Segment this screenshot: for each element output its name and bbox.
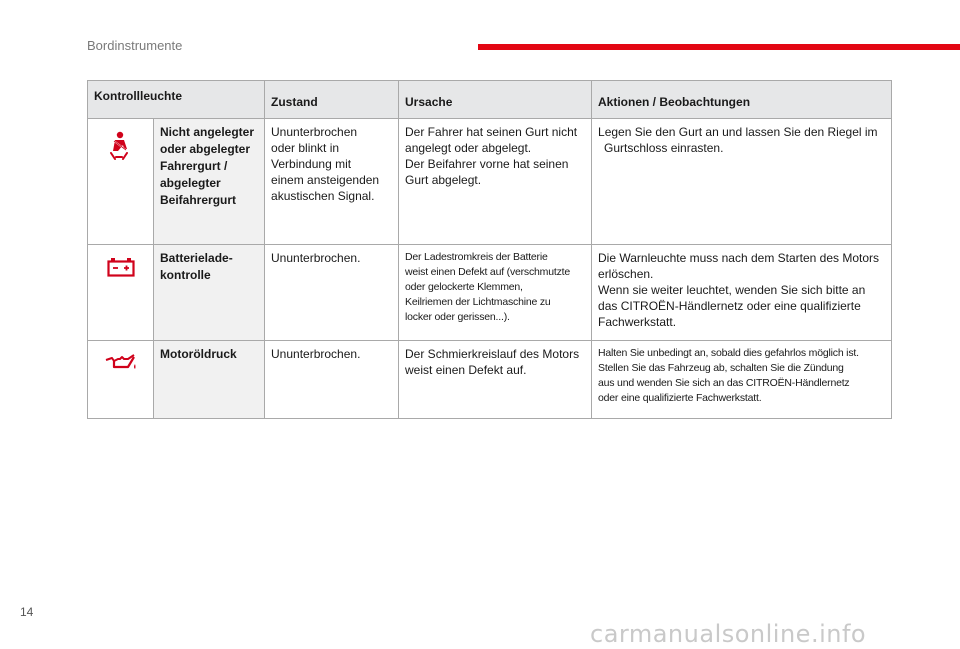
header-accent-bar [478,44,960,50]
lamp-name-oil-pressure [154,341,265,419]
text-line: Ununterbrochen. [271,251,361,265]
lamp-name-seatbelt [154,119,265,245]
watermark: carmanualsonline.info [590,620,867,648]
page-number: 14 [20,605,34,619]
warning-lamp-table [87,80,892,419]
text-line: Der Beifahrer vorne hat seinen [405,157,569,171]
text-line: Stellen Sie das Fahrzeug ab, schalten Sie die Zündung [598,362,844,374]
text-line: Der Fahrer hat seinen Gurt nicht [405,125,578,139]
text-line: erlöschen. [598,267,654,281]
header-kontrollleuchte: Kontrollleuchte [88,81,265,119]
text-line: Der Ladestromkreis der Batterie [405,251,548,263]
text-line: oder abgelegter [160,142,251,156]
section-title: Bordinstrumente [87,38,183,53]
header-ursache: Ursache [399,81,592,119]
table-row [88,245,892,341]
lamp-name-battery [154,245,265,341]
text-line: oder eine qualifizierte Fachwerkstatt. [598,392,762,404]
icon-cell [88,341,154,419]
text-line: abgelegter [160,176,221,190]
state-cell [265,119,399,245]
text-line: oder blinkt in [271,141,340,155]
text-line: Legen Sie den Gurt an und lassen Sie den Riegel im [598,125,878,139]
text-line: Verbindung mit [271,157,352,171]
text-line: Ununterbrochen [271,125,358,139]
action-cell [592,341,892,419]
text-line: Beifahrergurt [160,193,237,207]
text-line: angelegt oder abgelegt. [405,141,532,155]
state-cell [265,341,399,419]
action-cell [592,245,892,341]
text-line: Nicht angelegter [160,125,255,139]
header-aktionen: Aktionen / Beobachtungen [592,81,892,119]
text-line: Der Schmierkreislauf des Motors [405,347,580,361]
text-line: einem ansteigenden [271,173,380,187]
text-line: Motoröldruck [160,347,237,361]
state-cell [265,245,399,341]
icon-cell [88,119,154,245]
text-line: Wenn sie weiter leuchtet, wenden Sie sich bitte an [598,283,866,297]
text-line: Halten Sie unbedingt an, sobald dies gefahrlos möglich ist. [598,347,859,359]
text-line: akustischen Signal. [271,189,375,203]
text-line: Gurt abgelegt. [405,173,482,187]
text-line: das CITROËN-Händlernetz oder eine qualifizierte [598,299,861,313]
cause-cell [399,119,592,245]
cause-cell [399,341,592,419]
text-line: Die Warnleuchte muss nach dem Starten des Motors [598,251,880,265]
seatbelt-warning-icon [108,131,134,161]
text-line: aus und wenden Sie sich an das CITROËN-Händlernetz [598,377,850,389]
icon-cell [88,245,154,341]
text-line: oder gelockerte Klemmen, [405,281,523,293]
cause-cell [399,245,592,341]
text-line: weist einen Defekt auf. [405,363,527,377]
text-line: Ununterbrochen. [271,347,361,361]
table-row [88,341,892,419]
text-line: Fachwerkstatt. [598,315,677,329]
table-header-row [88,81,892,119]
battery-charge-icon [107,257,135,277]
text-line: weist einen Defekt auf (verschmutzte [405,266,570,278]
text-line: Fahrergurt / [160,159,228,173]
text-line: locker oder gerissen...). [405,311,510,323]
text-line: Keilriemen der Lichtmaschine zu [405,296,551,308]
text-line: kontrolle [160,268,211,282]
text-line: Batterielade- [160,251,233,265]
header-zustand: Zustand [265,81,399,119]
action-cell [592,119,892,245]
table-row [88,119,892,245]
oil-pressure-icon [104,353,138,373]
text-line: Gurtschloss einrasten. [604,141,724,155]
